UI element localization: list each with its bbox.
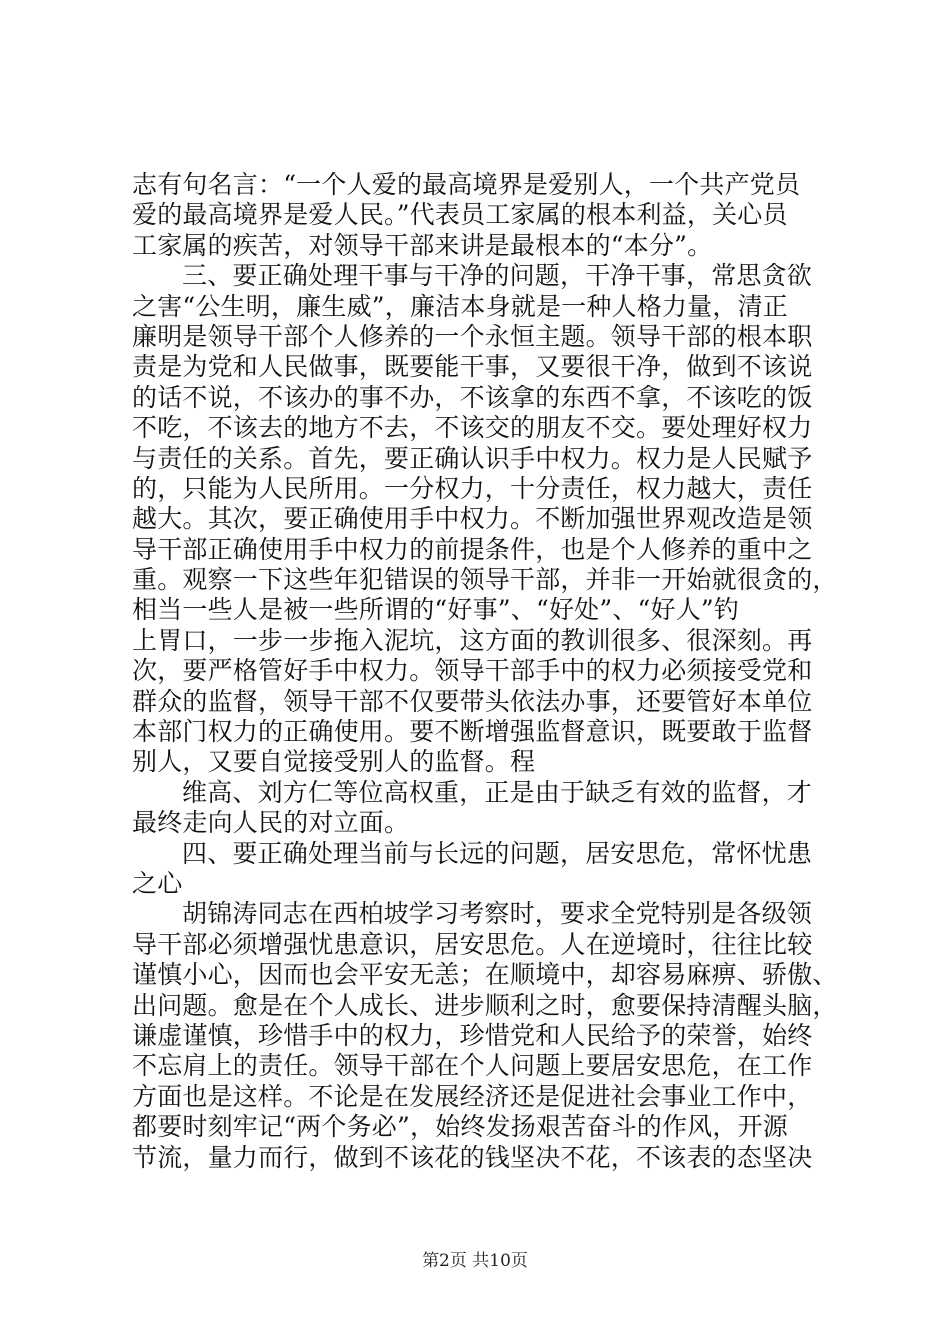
text-line: 之心 <box>132 868 183 898</box>
text-line: 都要时刻牢记“两个务必”，始终发扬艰苦奋斗的作风，开源 <box>132 1112 788 1142</box>
text-line: 之害“公生明，廉生威”，廉洁本身就是一种人格力量，清正 <box>132 291 788 321</box>
page-footer: 第2页 共10页 <box>422 1251 528 1271</box>
text-line: 谨慎小心，因而也会平安无恙；在顺境中，却容易麻痹、骄傲、 <box>132 960 838 990</box>
text-line: 上胃口，一步一步拖入泥坑，这方面的教训很多、很深刻。再 <box>132 625 813 655</box>
text-line: 越大。其次，要正确使用手中权力。不断加强世界观改造是领 <box>132 504 813 534</box>
text-line: 重。观察一下这些年犯错误的领导干部，并非一开始就很贪的， <box>132 565 838 595</box>
text-line: 爱的最高境界是爱人民。”代表员工家属的根本利益，关心员 <box>132 200 788 230</box>
text-line: 次，要严格管好手中权力。领导干部手中的权力必须接受党和 <box>132 656 813 686</box>
text-line: 出问题。愈是在个人成长、进步顺利之时，愈要保持清醒头脑， <box>132 990 838 1020</box>
text-line: 工家属的疾苦，对领导干部来讲是最根本的“本分”。 <box>132 230 713 260</box>
text-line: 维高、刘方仁等位高权重，正是由于缺乏有效的监督，才 <box>182 777 813 807</box>
text-line: 最终走向人民的对立面。 <box>132 808 410 838</box>
text-line: 群众的监督，领导干部不仅要带头依法办事，还要管好本单位 <box>132 686 813 716</box>
text-line: 的话不说，不该办的事不办，不该拿的东西不拿，不该吃的饭 <box>132 382 813 412</box>
text-line: 方面也是这样。不论是在发展经济还是促进社会事业工作中， <box>132 1081 813 1111</box>
text-line: 本部门权力的正确使用。要不断增强监督意识，既要敢于监督 <box>132 717 813 747</box>
text-line: 三、要正确处理干事与干净的问题，干净干事，常思贪欲 <box>182 261 813 291</box>
text-line: 廉明是领导干部个人修养的一个永恒主题。领导干部的根本职 <box>132 321 813 351</box>
text-line: 不吃，不该去的地方不去，不该交的朋友不交。要处理好权力 <box>132 413 813 443</box>
text-line: 节流，量力而行，做到不该花的钱坚决不花，不该表的态坚决 <box>132 1142 813 1172</box>
text-line: 与责任的关系。首先，要正确认识手中权力。权力是人民赋予 <box>132 443 813 473</box>
text-line: 志有句名言：“一个人爱的最高境界是爱别人，一个共产党员 <box>132 170 801 199</box>
text-line: 导干部正确使用手中权力的前提条件，也是个人修养的重中之 <box>132 534 813 564</box>
text-line: 胡锦涛同志在西柏坡学习考察时，要求全党特别是各级领 <box>182 899 813 929</box>
text-line: 四、要正确处理当前与长远的问题，居安思危，常怀忧患 <box>182 838 813 868</box>
text-line: 的，只能为人民所用。一分权力，十分责任，权力越大，责任 <box>132 473 813 503</box>
document-body <box>132 170 838 1173</box>
text-line: 不忘肩上的责任。领导干部在个人问题上要居安思危，在工作 <box>132 1051 813 1081</box>
text-line: 别人，又要自觉接受别人的监督。程 <box>132 747 536 777</box>
text-line: 导干部必须增强忧患意识，居安思危。人在逆境时，往往比较 <box>132 929 813 959</box>
text-line: 相当一些人是被一些所谓的“好事”、“好处”、“好人”钓 <box>132 595 740 625</box>
text-line: 责是为党和人民做事，既要能干事，又要很干净，做到不该说 <box>132 352 813 382</box>
text-line: 谦虚谨慎，珍惜手中的权力，珍惜党和人民给予的荣誉，始终 <box>132 1020 813 1050</box>
